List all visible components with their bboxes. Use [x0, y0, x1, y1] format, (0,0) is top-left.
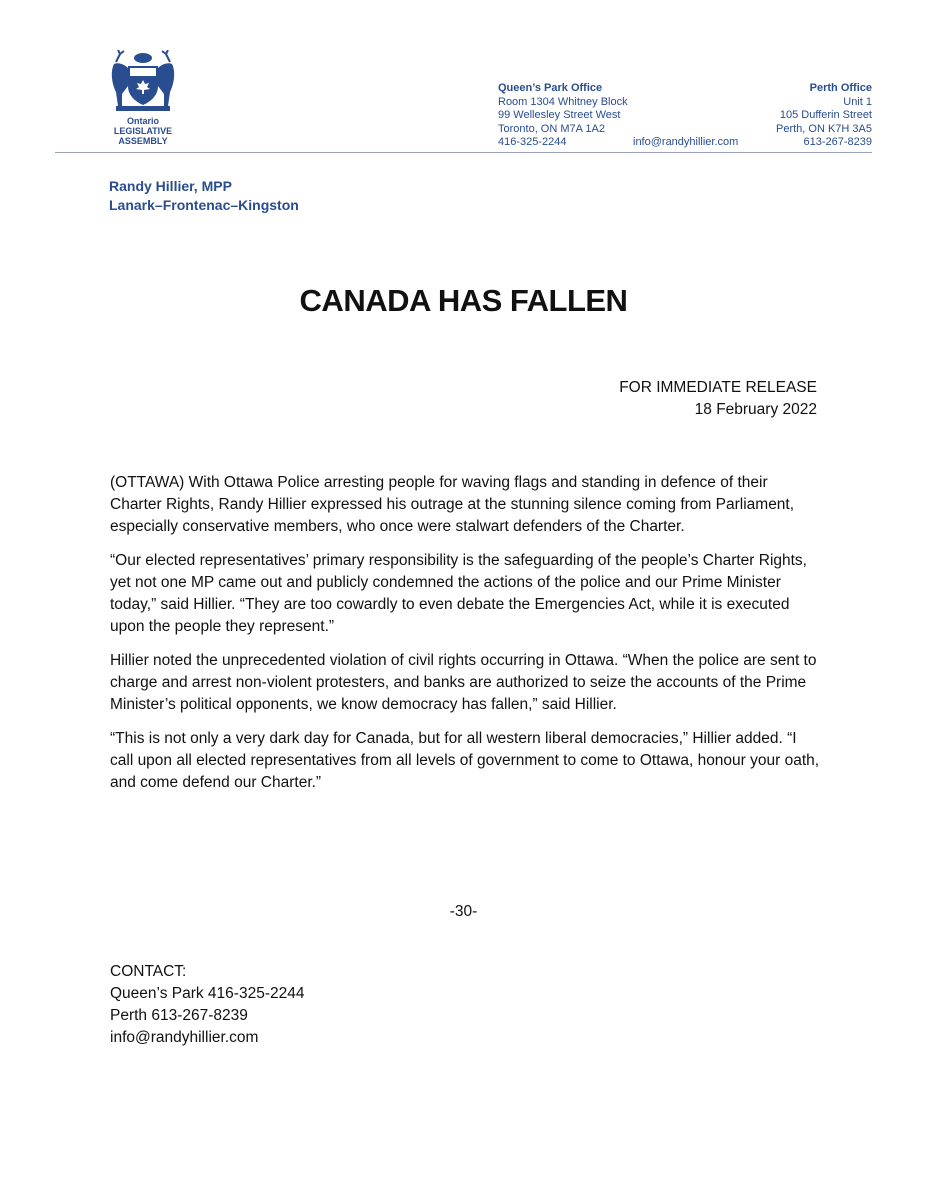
office-title: Perth Office — [809, 82, 872, 94]
assembly-logo — [100, 50, 186, 146]
body-paragraph: (OTTAWA) With Ottawa Police arresting people for waving flags and standing in defence of their Charter Rights, Randy Hillier expressed his outrage at the stunning silence coming from Parliament, especially conservative members, who once were stalwart defenders of the Charter. — [110, 474, 795, 535]
office-line: Toronto, ON M7A 1A2 — [498, 122, 605, 135]
end-mark: -30- — [449, 903, 478, 920]
office-title: Queen’s Park Office — [498, 82, 603, 94]
release-block — [619, 377, 817, 421]
office-line: Unit 1 — [843, 95, 872, 108]
header-email-link[interactable]: info@randyhillier.com — [633, 136, 739, 148]
contact-block — [110, 961, 304, 1049]
logo-line-ontario: Ontario — [126, 116, 159, 126]
mpp-name: Randy Hillier, MPP — [109, 178, 232, 194]
body-paragraph: “Our elected representatives’ primary responsibility is the safeguarding of the people’s Charter Rights, yet not one MP came out and publicly condemned the actions of the police and our Prime Minister today,” said Hillier. “They are too cowardly to even debate the Emergencies Act, while it is executed upon the people they represent.” — [110, 552, 807, 635]
office-line: 99 Wellesley Street West — [498, 109, 621, 121]
office-line: 105 Dufferin Street — [779, 109, 872, 121]
body-paragraph: “This is not only a very dark day for Canada, but for all western liberal democracies,” Hillier added. “I call upon all elected representatives from all levels of government to come to Ottawa, honour your oath, and come defend our Charter.” — [110, 730, 820, 791]
release-date: 18 February 2022 — [694, 401, 817, 418]
headline: CANADA HAS FALLEN — [299, 283, 628, 318]
office-phone: 613-267-8239 — [803, 136, 872, 148]
press-release-body — [110, 472, 822, 806]
office-line: Perth, ON K7H 3A5 — [776, 122, 872, 135]
mpp-riding: Lanark–Frontenac–Kingston — [109, 197, 299, 213]
header-divider — [55, 152, 872, 153]
logo-line-assembly: ASSEMBLY — [118, 136, 168, 146]
office-line: Room 1304 Whitney Block — [498, 95, 628, 108]
contact-email-link[interactable]: info@randyhillier.com — [110, 1029, 259, 1046]
contact-label: CONTACT: — [110, 963, 187, 980]
contact-line: Perth 613-267-8239 — [110, 1007, 248, 1024]
logo-line-legislative: LEGISLATIVE — [113, 126, 173, 136]
perth-office — [776, 82, 872, 150]
body-paragraph: Hillier noted the unprecedented violation of civil rights occurring in Ottawa. “When the police are sent to charge and arrest non-violent protesters, and banks are authorized to seize the accounts of the Prime Minister’s political opponents, we know democracy has fallen,” said Hillier. — [110, 652, 817, 713]
office-phone: 416-325-2244 — [498, 136, 567, 148]
coat-of-arms-icon — [106, 50, 180, 114]
release-label: FOR IMMEDIATE RELEASE — [619, 379, 817, 396]
queens-park-office — [498, 82, 628, 150]
mpp-block — [109, 177, 299, 215]
contact-line: Queen’s Park 416-325-2244 — [110, 985, 305, 1002]
